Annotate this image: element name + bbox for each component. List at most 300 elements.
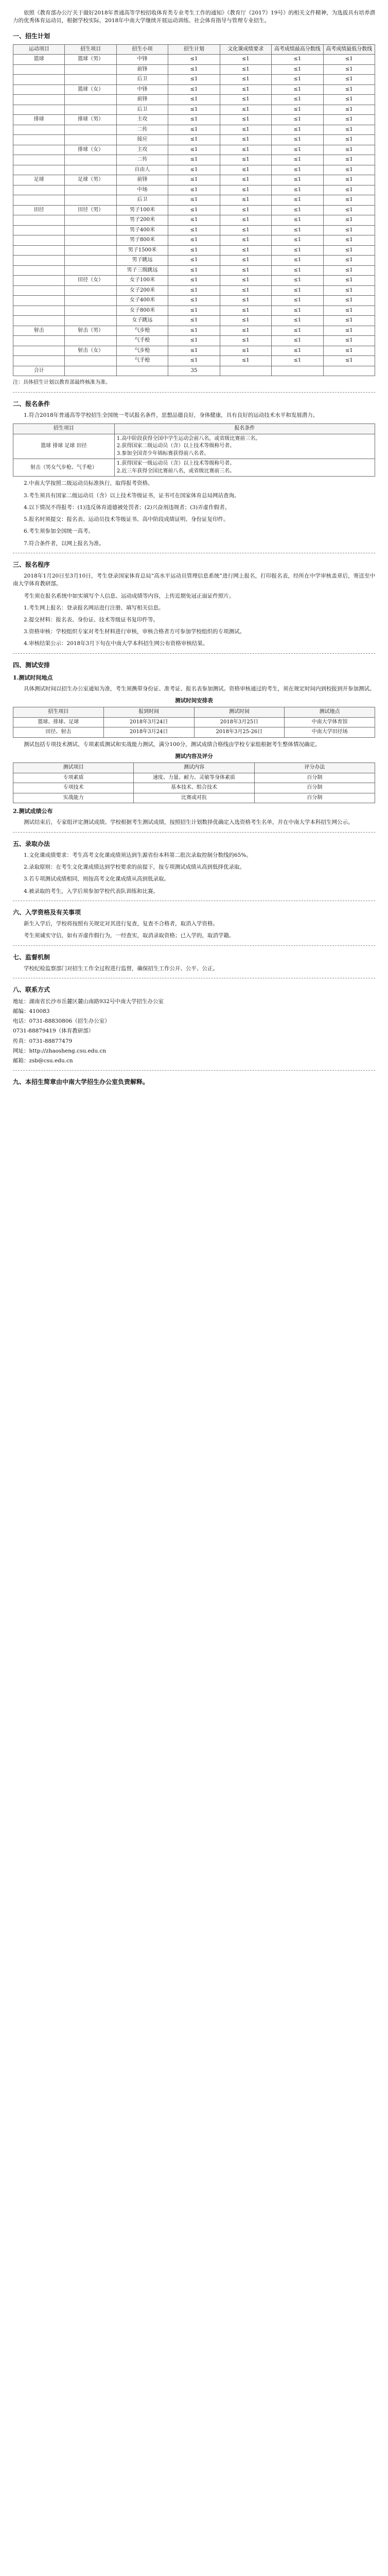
- table-cell: ≤1: [220, 225, 271, 235]
- table-cell: [65, 75, 116, 85]
- table-cell: ≤1: [272, 105, 323, 115]
- table-row: [13, 55, 375, 65]
- table-cell: 篮球: [13, 55, 65, 65]
- table-cell: [323, 366, 375, 376]
- table-cell: ≤1: [272, 346, 323, 356]
- exam-content-caption: 测试内容及评分: [175, 753, 213, 760]
- table-cell: ≤1: [272, 256, 323, 266]
- table-cell: 中锋: [116, 84, 168, 95]
- table-cell: [13, 195, 65, 206]
- table-cell: 足球: [13, 175, 65, 185]
- table-cell: ≤1: [220, 235, 271, 246]
- conditions-intro: 1.符合2018年普通高等学校招生全国统一考试报名条件，思想品德良好，身体健康，具有良好的运动技术水平和发展潜力。: [24, 412, 319, 419]
- admission-item: 4.被录取的考生，入学后须参加学校代表队训练和比赛。: [24, 888, 159, 894]
- table-header-cell: 测试内容: [134, 763, 254, 773]
- intro-paragraph: 依照《教育部办公厅关于做好2018年普通高等学校招收体育类专业考生工作的通知》《教育厅《2017》19号》的相关文件精神，为选拔具有培养潜力的优秀体育运动员，根据学校实际，2018年中南大学继续开展运动训练、社会体育指导与管理专业招生。: [13, 10, 375, 24]
- table-cell: ≤1: [272, 215, 323, 226]
- table-cell: ≤1: [272, 306, 323, 316]
- table-cell: ≤1: [323, 245, 375, 256]
- table-cell: ≤1: [220, 125, 271, 135]
- table-cell: 排球（男）: [65, 115, 116, 125]
- condition-item: 4.以下情况不得报考：(1)违反体育道德被处罚者；(2)兴奋剂违规者；(3)弄虚作假者。: [24, 504, 231, 511]
- table-cell: ≤1: [272, 115, 323, 125]
- table-cell: [65, 165, 116, 175]
- table-cell: [65, 366, 116, 376]
- section-enrollment-title: 六、入学资格及有关事项: [13, 908, 81, 916]
- table-cell: 前锋: [116, 64, 168, 75]
- table-cell: 女子800米: [116, 306, 168, 316]
- table-row: [13, 296, 375, 306]
- table-cell: ≤1: [168, 195, 220, 206]
- table-cell: 男子200米: [116, 215, 168, 226]
- table-cell: 篮球（女）: [65, 84, 116, 95]
- divider: [13, 392, 375, 393]
- exam-time-caption: 测试时间安排表: [175, 698, 213, 704]
- table-cell: ≤1: [272, 235, 323, 246]
- table-cell: ≤1: [220, 84, 271, 95]
- table-cell: ≤1: [323, 296, 375, 306]
- table-row: [13, 783, 375, 793]
- table-cell: [13, 296, 65, 306]
- exam-subtitle-time: 1.测试时间地点: [13, 674, 53, 682]
- table-cell: ≤1: [272, 175, 323, 185]
- admission-list: [13, 852, 375, 895]
- table-cell: ≤1: [220, 265, 271, 276]
- table-cell: [65, 235, 116, 246]
- table-row: [13, 276, 375, 286]
- table-cell: ≤1: [220, 95, 271, 105]
- table-cell: ≤1: [168, 205, 220, 215]
- table-cell: ≤1: [220, 215, 271, 226]
- table-header-cell: 高考成绩最低分数线: [323, 44, 375, 55]
- procedure-item: 1.考生网上报名：登录报名网站进行注册、填写相关信息。: [24, 604, 164, 611]
- section-explanation-title: 九、本招生简章由中南大学招生办公室负责解释。: [13, 1078, 149, 1086]
- table-row: [13, 727, 375, 738]
- condition-item: 5.报名时须提交：报名表、运动员技术等级证书、高中阶段成绩证明、身份证复印件。: [24, 516, 229, 523]
- table-row: [13, 366, 375, 376]
- table-cell: 中锋: [116, 55, 168, 65]
- section-conditions-title: 二、报名条件: [13, 400, 50, 408]
- page: [13, 0, 375, 1103]
- table-cell: 排球: [13, 115, 65, 125]
- table-cell: ≤1: [323, 175, 375, 185]
- contact-website[interactable]: 网址：http://zhaosheng.csu.edu.cn: [13, 1047, 107, 1054]
- table-cell: ≤1: [168, 235, 220, 246]
- plan-note: 注：具体招生计划以教育部最终核准为准。: [13, 380, 111, 386]
- table-row: [13, 105, 375, 115]
- table-cell: 女子100米: [116, 276, 168, 286]
- table-cell: ≤1: [272, 185, 323, 195]
- procedure-item: 2018年1月20日至3月10日，考生登录国家体育总局“高水平运动员管理信息系统”进行网上报名，打印报名表，经所在中学审核盖章后，寄送至中南大学体育教研部。: [13, 573, 375, 587]
- table-cell: [13, 135, 65, 145]
- table-cell: 前锋: [116, 175, 168, 185]
- table-cell: 主攻: [116, 115, 168, 125]
- table-cell: ≤1: [272, 64, 323, 75]
- table-cell: [13, 356, 65, 366]
- table-cell: ≤1: [168, 296, 220, 306]
- table-row: [13, 316, 375, 326]
- table-row: [13, 235, 375, 246]
- table-cell: ≤1: [168, 245, 220, 256]
- table-cell: ≤1: [323, 155, 375, 165]
- table-row: [13, 205, 375, 215]
- table-cell: ≤1: [220, 256, 271, 266]
- table-cell: [13, 84, 65, 95]
- table-cell: 男子400米: [116, 225, 168, 235]
- table-cell: ≤1: [220, 296, 271, 306]
- table-cell: 田径: [13, 205, 65, 215]
- conditions-table-body: [13, 434, 375, 477]
- table-cell: ≤1: [220, 55, 271, 65]
- contact-block: [13, 998, 375, 1065]
- exam-content-table: [13, 762, 375, 803]
- table-cell: ≤1: [323, 105, 375, 115]
- table-cell: [13, 95, 65, 105]
- table-cell: ≤1: [323, 64, 375, 75]
- table-row: [13, 155, 375, 165]
- table-cell: [13, 346, 65, 356]
- table-cell: ≤1: [323, 75, 375, 85]
- table-cell: ≤1: [220, 306, 271, 316]
- table-cell: 2018年3月24日: [103, 727, 194, 738]
- table-cell: 中南大学体育馆: [285, 717, 375, 727]
- table-cell: ≤1: [168, 285, 220, 296]
- condition-item: 7.符合条件者，以网上报名为准。: [24, 540, 105, 547]
- table-cell: ≤1: [323, 55, 375, 65]
- table-cell: ≤1: [323, 356, 375, 366]
- table-cell: 基本技术、组合技术: [134, 783, 254, 793]
- table-cell: ≤1: [168, 125, 220, 135]
- table-cell: ≤1: [272, 326, 323, 336]
- table-cell: 专项技术: [13, 783, 134, 793]
- table-cell: ≤1: [272, 84, 323, 95]
- divider: [13, 945, 375, 946]
- table-row: [13, 64, 375, 75]
- table-cell: [13, 64, 65, 75]
- table-cell: ≤1: [220, 326, 271, 336]
- table-cell: ≤1: [220, 285, 271, 296]
- enrollment-list: [13, 920, 375, 940]
- table-cell: ≤1: [168, 256, 220, 266]
- table-cell: [65, 306, 116, 316]
- table-cell: ≤1: [220, 145, 271, 155]
- table-row: [13, 773, 375, 783]
- conditions-list: [13, 480, 375, 547]
- procedure-item: 考生须在报名系统中如实填写个人信息、运动成绩等内容，上传近期免冠正面证件照片。: [24, 592, 235, 599]
- table-cell: ≤1: [323, 306, 375, 316]
- table-cell: [65, 195, 116, 206]
- table-cell: 女子400米: [116, 296, 168, 306]
- table-cell: 后卫: [116, 195, 168, 206]
- table-cell: ≤1: [220, 175, 271, 185]
- table-cell: 田径（女）: [65, 276, 116, 286]
- table-cell: ≤1: [168, 306, 220, 316]
- table-cell: 二传: [116, 155, 168, 165]
- table-cell: 中南大学田径场: [285, 727, 375, 738]
- table-cell: ≤1: [323, 205, 375, 215]
- exam-subtitle-result: 2.测试成绩公布: [13, 808, 53, 815]
- exam-content-header: [13, 763, 375, 773]
- table-cell: ≤1: [272, 195, 323, 206]
- table-cell: ≤1: [323, 195, 375, 206]
- table-cell: ≤1: [272, 155, 323, 165]
- table-row: [13, 95, 375, 105]
- table-cell: 篮球 排球 足球 田径: [13, 434, 115, 459]
- table-row: [13, 326, 375, 336]
- table-cell: 2018年3月24日: [103, 717, 194, 727]
- table-cell: [13, 265, 65, 276]
- table-cell: ≤1: [220, 316, 271, 326]
- table-cell: ≤1: [323, 265, 375, 276]
- table-cell: ≤1: [272, 316, 323, 326]
- table-header-cell: 文化课成绩要求: [220, 44, 271, 55]
- table-cell: ≤1: [323, 125, 375, 135]
- table-cell: [13, 336, 65, 346]
- table-cell: ≤1: [168, 276, 220, 286]
- table-cell: [65, 125, 116, 135]
- table-cell: ≤1: [168, 84, 220, 95]
- table-cell: [13, 105, 65, 115]
- table-cell: 篮球、排球、足球: [13, 717, 104, 727]
- table-cell: 实战能力: [13, 793, 134, 803]
- table-cell: 主攻: [116, 145, 168, 155]
- table-cell: [116, 366, 168, 376]
- table-row: [13, 175, 375, 185]
- table-cell: 田径、射击: [13, 727, 104, 738]
- table-row: [13, 346, 375, 356]
- table-cell: ≤1: [220, 195, 271, 206]
- table-cell: ≤1: [220, 205, 271, 215]
- table-cell: [13, 75, 65, 85]
- table-cell: ≤1: [168, 55, 220, 65]
- exam-content-body: [13, 773, 375, 803]
- table-cell: ≤1: [220, 155, 271, 165]
- table-cell: ≤1: [220, 64, 271, 75]
- table-cell: 百分制: [254, 793, 375, 803]
- table-header-cell: 招生项目: [13, 424, 115, 434]
- conditions-table-header: [13, 424, 375, 434]
- table-cell: [13, 245, 65, 256]
- table-row: [13, 434, 375, 459]
- table-cell: 足球（男）: [65, 175, 116, 185]
- table-row: [13, 265, 375, 276]
- section-contact-title: 八、联系方式: [13, 986, 50, 994]
- table-row: [13, 717, 375, 727]
- table-cell: ≤1: [272, 225, 323, 235]
- table-header-cell: 测试时间: [194, 707, 285, 718]
- table-cell: ≤1: [272, 125, 323, 135]
- table-cell: ≤1: [272, 285, 323, 296]
- condition-item: 3.考生须具有国家二级运动员（含）以上技术等级证书，证书可在国家体育总局网站查询。: [24, 492, 240, 499]
- table-header-cell: 招生项目: [65, 44, 116, 55]
- table-cell: 后卫: [116, 105, 168, 115]
- table-row: [13, 225, 375, 235]
- section-admission-title: 五、录取办法: [13, 840, 50, 848]
- table-cell: 2018年3月25-26日: [194, 727, 285, 738]
- divider: [13, 653, 375, 654]
- table-row: [13, 195, 375, 206]
- exam-paragraph-3: 测试结束后，专家组评定测试成绩。学校根据考生测试成绩，按照招生计划数择优确定入选资格考生名单，并在中南大学本科招生网公示。: [24, 819, 354, 826]
- table-cell: ≤1: [220, 245, 271, 256]
- contact-phone: 电话：0731-88830806（招生办公室）: [13, 1018, 110, 1025]
- table-row: [13, 793, 375, 803]
- divider: [13, 1070, 375, 1071]
- table-cell: 射击: [13, 326, 65, 336]
- table-cell: [65, 95, 116, 105]
- table-row: [13, 459, 375, 477]
- table-cell: [65, 256, 116, 266]
- table-cell: 篮球（男）: [65, 55, 116, 65]
- exam-time-table: [13, 707, 375, 738]
- table-cell: ≤1: [168, 95, 220, 105]
- enrollment-item: 考生须诚实守信，如有弄虚作假行为，一经查实，取消录取资格；已入学的，取消学籍。: [24, 933, 235, 939]
- table-cell: ≤1: [323, 346, 375, 356]
- table-cell: ≤1: [220, 336, 271, 346]
- table-cell: 自由人: [116, 165, 168, 175]
- table-cell: 2018年3月25日: [194, 717, 285, 727]
- table-cell: ≤1: [323, 285, 375, 296]
- table-header-cell: 招生项目: [13, 707, 104, 718]
- table-cell: 射击（男女气步枪、气手枪）: [13, 459, 115, 477]
- table-row: [13, 115, 375, 125]
- table-cell: ≤1: [272, 75, 323, 85]
- table-header-cell: 测试地点: [285, 707, 375, 718]
- condition-item: 2.中南大学按照二级运动员标准执行，取得报考资格。: [24, 480, 153, 487]
- table-cell: 比赛或对抗: [134, 793, 254, 803]
- table-header-cell: 报到时间: [103, 707, 194, 718]
- table-cell: [13, 285, 65, 296]
- table-cell: [65, 215, 116, 226]
- table-cell: [65, 64, 116, 75]
- table-cell: 1.获得国家一级运动员（含）以上技术等级称号者。 2.近三年获得全国比赛前八名，或省级比赛前三名。: [114, 459, 375, 477]
- plan-table-body: [13, 55, 375, 376]
- table-cell: 中场: [116, 185, 168, 195]
- contact-email[interactable]: 邮箱：zsb@csu.edu.cn: [13, 1057, 73, 1064]
- table-row: [13, 84, 375, 95]
- table-cell: 男子100米: [116, 205, 168, 215]
- table-cell: 气手枪: [116, 356, 168, 366]
- table-header-cell: 运动项目: [13, 44, 65, 55]
- table-cell: 气手枪: [116, 336, 168, 346]
- table-cell: ≤1: [272, 145, 323, 155]
- conditions-table: [13, 423, 375, 477]
- table-cell: 射击（女）: [65, 346, 116, 356]
- table-row: [13, 165, 375, 175]
- exam-paragraph-1: 具体测试时间以招生办公室通知为准，考生须携带身份证、准考证、报名表参加测试。资格审核通过的考生，须在规定时间内到校报到并参加测试。: [24, 686, 375, 692]
- table-cell: ≤1: [168, 64, 220, 75]
- table-cell: [13, 235, 65, 246]
- table-cell: ≤1: [220, 105, 271, 115]
- table-cell: ≤1: [220, 135, 271, 145]
- table-row: [13, 285, 375, 296]
- section-exam-title: 四、测试安排: [13, 661, 50, 669]
- table-row: [13, 145, 375, 155]
- table-cell: 二传: [116, 125, 168, 135]
- table-cell: [13, 276, 65, 286]
- table-row: [13, 256, 375, 266]
- table-cell: ≤1: [168, 215, 220, 226]
- table-cell: [13, 256, 65, 266]
- table-cell: 气步枪: [116, 346, 168, 356]
- table-cell: [65, 185, 116, 195]
- table-cell: ≤1: [272, 276, 323, 286]
- table-header-cell: 测试项目: [13, 763, 134, 773]
- table-cell: ≤1: [220, 165, 271, 175]
- table-cell: ≤1: [168, 316, 220, 326]
- table-cell: 女子200米: [116, 285, 168, 296]
- table-cell: 专项素质: [13, 773, 134, 783]
- table-row: [13, 185, 375, 195]
- admission-item: 1.文化课成绩要求：考生高考文化课成绩须达到生源省份本科第二批次录取控制分数线的65%。: [24, 852, 252, 858]
- table-cell: ≤1: [220, 356, 271, 366]
- table-cell: ≤1: [272, 296, 323, 306]
- table-cell: 男子800米: [116, 235, 168, 246]
- table-cell: [65, 296, 116, 306]
- table-cell: [65, 225, 116, 235]
- supervision-paragraph: 学校纪检监察部门对招生工作全过程进行监督，确保招生工作公开、公平、公正。: [24, 965, 218, 972]
- contact-phone-2: 0731-88879419（体育教研部）: [13, 1028, 94, 1035]
- table-cell: [65, 245, 116, 256]
- table-cell: ≤1: [323, 225, 375, 235]
- table-cell: ≤1: [220, 346, 271, 356]
- table-header-cell: 招生计划: [168, 44, 220, 55]
- table-cell: 男子跳远: [116, 256, 168, 266]
- divider: [13, 832, 375, 833]
- table-header-cell: 招生小项: [116, 44, 168, 55]
- table-cell: [65, 356, 116, 366]
- table-cell: [65, 135, 116, 145]
- table-cell: ≤1: [168, 175, 220, 185]
- table-cell: ≤1: [272, 95, 323, 105]
- table-header-cell: 报名条件: [114, 424, 375, 434]
- table-cell: 排球（女）: [65, 145, 116, 155]
- table-cell: ≤1: [323, 115, 375, 125]
- table-cell: ≤1: [220, 75, 271, 85]
- table-cell: ≤1: [168, 356, 220, 366]
- table-cell: ≤1: [168, 346, 220, 356]
- table-row: [13, 215, 375, 226]
- contact-fax: 传真：0731-88877479: [13, 1038, 73, 1044]
- table-cell: [272, 366, 323, 376]
- procedure-item: 2.提交材料：报名表、身份证、技术等级证书复印件等。: [24, 617, 159, 623]
- table-cell: ≤1: [323, 256, 375, 266]
- table-cell: ≤1: [168, 155, 220, 165]
- table-cell: 男子三级跳远: [116, 265, 168, 276]
- table-cell: 气步枪: [116, 326, 168, 336]
- table-cell: ≤1: [272, 265, 323, 276]
- table-row: [13, 125, 375, 135]
- procedure-list: [13, 572, 375, 648]
- table-row: [13, 245, 375, 256]
- table-cell: ≤1: [323, 165, 375, 175]
- table-cell: ≤1: [272, 356, 323, 366]
- plan-table: [13, 44, 375, 377]
- table-header-cell: 评分办法: [254, 763, 375, 773]
- table-cell: 女子跳远: [116, 316, 168, 326]
- table-cell: ≤1: [168, 135, 220, 145]
- table-cell: ≤1: [272, 205, 323, 215]
- table-cell: ≤1: [323, 215, 375, 226]
- table-cell: 男子1500米: [116, 245, 168, 256]
- table-cell: ≤1: [323, 185, 375, 195]
- section-procedure-title: 三、报名程序: [13, 561, 50, 568]
- table-cell: ≤1: [168, 326, 220, 336]
- table-row: [13, 75, 375, 85]
- procedure-item: 4.审核结果公示：2018年3月下旬在中南大学本科招生网公布资格审核结果。: [24, 640, 208, 647]
- table-cell: 田径（男）: [65, 205, 116, 215]
- table-cell: ≤1: [272, 245, 323, 256]
- table-cell: ≤1: [323, 316, 375, 326]
